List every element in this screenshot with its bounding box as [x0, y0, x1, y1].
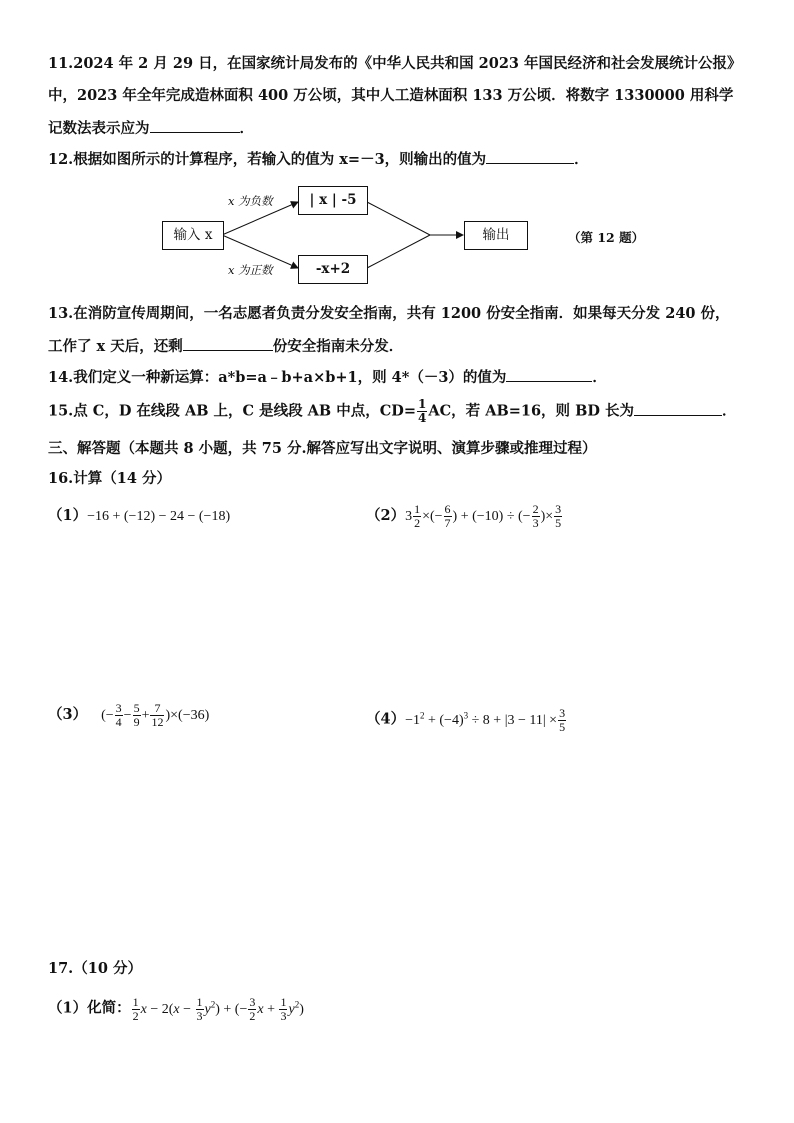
- flow-caption: （第 12 题）: [568, 230, 645, 245]
- flow-neg-label: x 为负数: [228, 194, 273, 208]
- q11-line2: 中，2023 年全年完成造林面积 400 万公顷，其中人工造林面积 133 万公顷．将数字 1330000 用科学: [48, 87, 734, 104]
- section3-heading: 三、解答题（本题共 8 小题，共 75 分.解答应写出文字说明、演算步骤或推理过程）: [48, 440, 597, 457]
- flow-neg-box: | x | -5: [298, 186, 368, 215]
- q16-p2-label: （2）: [366, 507, 406, 524]
- q11-line1: 11.2024 年 2 月 29 日，在国家统计局发布的《中华人民共和国 2023 年国民经济和社会发展统计公报》: [48, 55, 742, 72]
- q17-p1-label: （1）化简：: [48, 999, 131, 1017]
- q16-p4-expr: $-1^2 + (-4)^3 \div 8 + |3 - 11|$ × $\frac{3}{5}$: [405, 705, 566, 734]
- q11-line3-text: 记数法表示应为: [48, 120, 150, 137]
- q13-line1: 13.在消防宣传周期间，一名志愿者负责分发安全指南，共有 1200 份安全指南．如果每天分发 240 份，: [48, 305, 730, 322]
- q13-line2a: 工作了 x 天后，还剩: [48, 338, 183, 355]
- q16-p1-label: （1）: [48, 507, 88, 524]
- flow-pos-box: -x+2: [298, 255, 368, 284]
- q15-frac-den: 4: [418, 411, 427, 425]
- q14-line: [48, 366, 607, 388]
- q16-part1: [48, 506, 230, 527]
- q13-line2: [48, 335, 403, 357]
- q16-part3: [48, 701, 209, 730]
- q15-fraction: [417, 398, 427, 425]
- q17-title: 17.（10 分）: [48, 960, 142, 977]
- q16-p3-expr: (− $\frac{3}{4}$ − $\frac{5}{9}$ + $\frac{7}{12}$ )×(−36): [101, 701, 210, 730]
- q16-part4: [366, 701, 567, 735]
- q15-frac-num: 1: [418, 397, 427, 411]
- q16-title: 16.计算（14 分）: [48, 470, 171, 487]
- q16-part2: [366, 502, 563, 531]
- q17-p1-expr: $\frac{1}{2}$ x − 2(x − $\frac{1}{3}$ $y^2$) + (− $\frac{3}{2}$ x + $\frac{1}{3}$ $y^2$): [132, 994, 304, 1023]
- q11-end: ．: [239, 120, 254, 137]
- q14-answer-blank[interactable]: [506, 366, 592, 382]
- q12-end: ．: [574, 151, 589, 168]
- q14-text: 14.我们定义一种新运算：a*b=a﹣b+a×b+1，则 4*（－3）的值为: [48, 369, 507, 386]
- q15-answer-blank[interactable]: [634, 400, 722, 416]
- q15-text-b: AC，若 AB=16，则 BD 长为: [428, 402, 634, 420]
- q16-p2-expr: 3 $\frac{1}{2}$ ×(− $\frac{6}{7}$ ) + (−10) ÷ (− $\frac{2}{3}$ )× $\frac{3}{5}$: [405, 502, 562, 531]
- q15-text-a: 15.点 C，D 在线段 AB 上，C 是线段 AB 中点，CD=: [48, 402, 416, 420]
- q15-end: ．: [721, 402, 737, 420]
- flow-input-box: 输入 x: [162, 221, 224, 250]
- flow-pos-label: x 为正数: [228, 263, 273, 277]
- q15-line: [48, 398, 736, 425]
- q17-part1: [48, 990, 304, 1024]
- flow-output-box: 输出: [464, 221, 528, 250]
- q16-p4-label: （4）: [366, 710, 406, 728]
- q14-end: ．: [592, 369, 607, 386]
- q16-p1-expr: −16 + (−12) − 24 − (−18): [87, 509, 231, 524]
- q12-text: 12.根据如图所示的计算程序，若输入的值为 x=－3，则输出的值为: [48, 151, 487, 168]
- q13-answer-blank[interactable]: [183, 335, 273, 351]
- q16-p3-label: （3）: [48, 706, 88, 723]
- q13-line2b: 份安全指南未分发．: [272, 338, 404, 355]
